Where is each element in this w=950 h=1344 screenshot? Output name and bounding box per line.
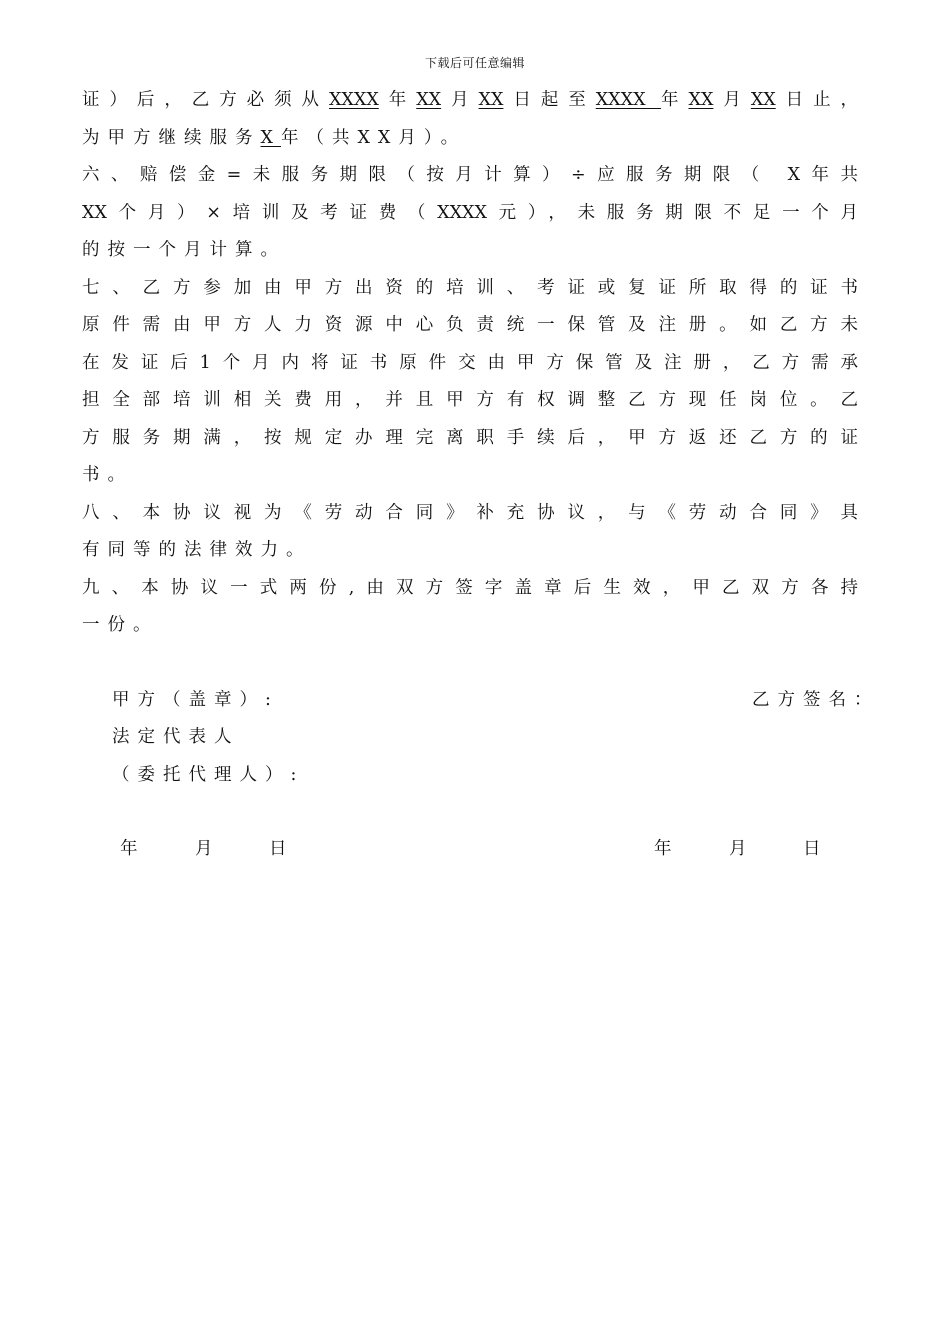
text-segment: 证）后，乙方必须从 — [82, 90, 329, 110]
clause-line-2 — [82, 120, 858, 158]
clause-7-line-4: 担全部培训相关费用，并且甲方有权调整乙方现任岗位。乙 — [82, 390, 858, 410]
clause-line-1 — [82, 82, 858, 120]
authorized-agent-label: （委托代理人）: — [112, 765, 305, 785]
blank-start-month: XX — [416, 90, 442, 110]
party-a-seal-label: 甲方（盖章）: — [112, 690, 279, 710]
clause-8-line-2: 有同等的法律效力。 — [82, 540, 312, 560]
blank-start-day: XX — [478, 90, 504, 110]
clause-8-line-1: 八、本协议视为《劳动合同》补充协议，与《劳动合同》具 — [82, 502, 858, 523]
party-b-date-year: 年 — [654, 839, 672, 859]
text-segment: 月 — [713, 90, 751, 110]
clause-6-line-2: XX个月）×培训及考证费（XXXX元），未服务期限不足一个月 — [82, 202, 858, 223]
party-a-date-month: 月 — [195, 839, 213, 859]
blank-end-day: XX — [750, 90, 776, 110]
party-a-date-day: 日 — [269, 839, 287, 859]
text-segment: 月 — [441, 90, 479, 110]
party-a-date-year: 年 — [120, 839, 138, 859]
clause-9-line-2: 一份。 — [82, 615, 159, 635]
blank-start-year: XXXX — [328, 90, 379, 110]
party-b-date-day: 日 — [803, 839, 821, 859]
clause-9-line-1: 九、本协议一式两份,由双方签字盖章后生效，甲乙双方各持 — [82, 577, 858, 598]
clause-7-line-5: 方服务期满，按规定办理完离职手续后，甲方返还乙方的证 — [82, 427, 858, 448]
text-segment: 年 — [378, 90, 417, 110]
clause-7-line-2: 原件需由甲方人力资源中心负责统一保管及注册。如乙方未 — [82, 315, 858, 335]
party-b-signature-label: 乙方签名： — [752, 690, 880, 710]
clause-7-line-3: 在发证后1个月内将证书原件交由甲方保管及注册，乙方需承 — [82, 352, 858, 373]
text-segment: 年（共XX月）。 — [280, 127, 467, 148]
legal-representative-label: 法定代表人 — [112, 727, 240, 747]
blank-end-year: XXXX — [595, 90, 662, 110]
page-header: 下载后可任意编辑 — [424, 56, 525, 70]
blank-service-years: X — [260, 127, 281, 148]
blank-end-month: XX — [688, 90, 714, 110]
text-segment: 日起至 — [503, 90, 596, 110]
clause-6-line-3: 的按一个月计算。 — [82, 240, 286, 260]
clause-7-line-6: 书。 — [82, 465, 133, 485]
clause-6-line-1: 六、赔偿金=未服务期限（按月计算）÷应服务期限（ X年共 — [82, 165, 858, 185]
text-segment: 日止， — [775, 90, 858, 110]
agreement-body — [82, 82, 858, 645]
party-b-date-month: 月 — [729, 839, 747, 859]
clause-7-line-1: 七、乙方参加由甲方出资的培训、考证或复证所取得的证书 — [82, 277, 858, 298]
text-segment: 年 — [661, 90, 689, 110]
text-segment: 为甲方继续服务 — [82, 127, 261, 148]
